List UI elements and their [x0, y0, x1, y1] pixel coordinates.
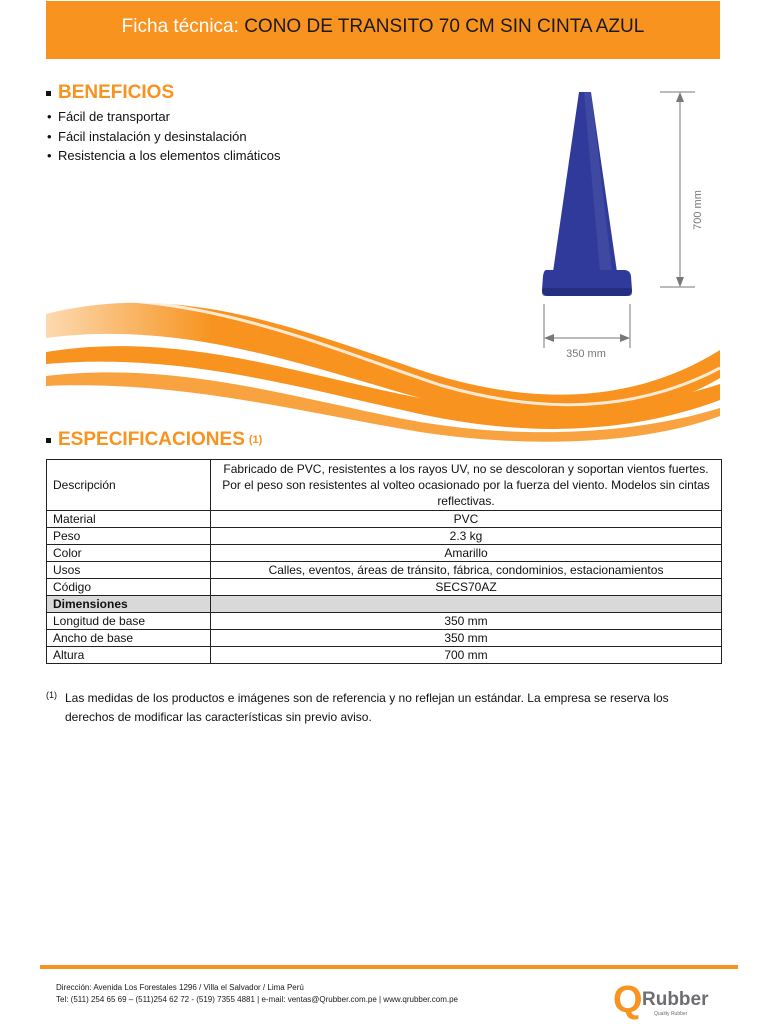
- benefit-item: • Fácil de transportar: [47, 107, 287, 127]
- logo-q-letter: Q: [613, 979, 643, 1021]
- table-row: [47, 562, 722, 579]
- spec-label: Descripción: [47, 460, 211, 511]
- height-label: 700 mm: [692, 190, 704, 230]
- square-bullet-icon: [46, 91, 51, 96]
- footnote-marker: (1): [46, 690, 57, 700]
- spec-label: Altura: [47, 647, 211, 664]
- width-dimension-marker: [544, 304, 630, 360]
- footnote: [46, 689, 718, 727]
- width-label: 350 mm: [566, 348, 606, 360]
- table-row: [47, 511, 722, 528]
- benefit-item: • Fácil instalación y desinstalación: [47, 127, 287, 147]
- table-row: [47, 613, 722, 630]
- logo-wordmark: Rubber: [642, 989, 709, 1010]
- footer-divider: [40, 965, 738, 969]
- table-row: [47, 596, 722, 613]
- table-row: [47, 460, 722, 511]
- spec-value: [211, 596, 722, 613]
- spec-label: Peso: [47, 528, 211, 545]
- product-image: [520, 80, 720, 370]
- square-bullet-icon: [46, 438, 51, 443]
- specs-title: ESPECIFICACIONES: [58, 429, 245, 450]
- logo-tagline: Quality Rubber: [654, 1011, 688, 1017]
- specs-heading: [46, 429, 262, 451]
- benefits-title: BENEFICIOS: [58, 82, 175, 103]
- spec-table: [46, 459, 722, 664]
- spec-value: Calles, eventos, áreas de tránsito, fábrica, condominios, estacionamientos: [211, 562, 722, 579]
- table-row: [47, 545, 722, 562]
- spec-label: Código: [47, 579, 211, 596]
- spec-label: Material: [47, 511, 211, 528]
- spec-label: Color: [47, 545, 211, 562]
- spec-label: Dimensiones: [47, 596, 211, 613]
- footer-contact-line: Tel: (511) 254 65 69 – (511)254 62 72 - (519) 7355 4881 | e-mail: ventas@Qrubber.com.pe | www.qrubber.com.pe: [56, 995, 458, 1004]
- spec-value: 350 mm: [211, 613, 722, 630]
- spec-value: Amarillo: [211, 545, 722, 562]
- spec-label: Usos: [47, 562, 211, 579]
- product-name: CONO DE TRANSITO 70 CM SIN CINTA AZUL: [244, 16, 645, 37]
- benefits-heading: [46, 82, 174, 104]
- spec-value: SECS70AZ: [211, 579, 722, 596]
- spec-value: 2.3 kg: [211, 528, 722, 545]
- header-bar: [46, 1, 720, 59]
- benefit-item: • Resistencia a los elementos climáticos: [47, 146, 287, 166]
- title-prefix: Ficha técnica:: [121, 16, 239, 37]
- page-title: [46, 16, 720, 38]
- footer-address: Dirección: Avenida Los Forestales 1296 / Villa el Salvador / Lima Perú: [56, 983, 304, 992]
- table-row: [47, 630, 722, 647]
- spec-value: 350 mm: [211, 630, 722, 647]
- spec-value: Fabricado de PVC, resistentes a los rayos UV, no se descoloran y soportan vientos fuertes. Por el peso son resistentes al volteo ocasionado por la fuerza del viento. Modelos sin cintas reflectivas.: [211, 460, 722, 511]
- spec-value: 700 mm: [211, 647, 722, 664]
- table-row: [47, 647, 722, 664]
- table-row: [47, 528, 722, 545]
- footnote-text: Las medidas de los productos e imágenes son de referencia y no reflejan un estándar. La empresa se reserva los derechos de modificar las características sin previo aviso.: [65, 691, 669, 724]
- specs-note-marker: (1): [248, 434, 263, 446]
- spec-label: Ancho de base: [47, 630, 211, 647]
- qrubber-logo: [612, 975, 720, 1021]
- spec-value: PVC: [211, 511, 722, 528]
- table-row: [47, 579, 722, 596]
- footer-contact: [56, 982, 458, 1006]
- benefits-list: [47, 107, 287, 166]
- spec-label: Longitud de base: [47, 613, 211, 630]
